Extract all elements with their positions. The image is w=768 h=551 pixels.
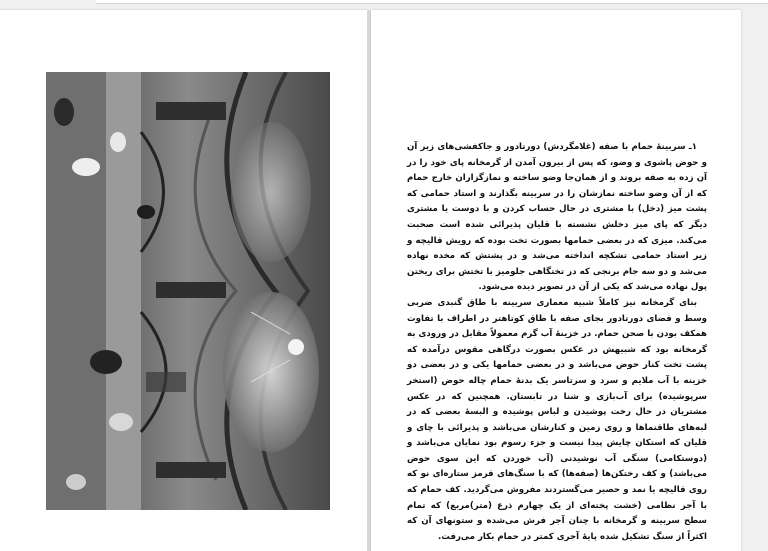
- body-text: [407, 140, 707, 545]
- paragraph: بنای گرمخانه نیز کاملاً شبیه معماری سربینه با طاق گنبدی ضربی وسط و فضای دورتادور بجای صفه با طاق کوتاهتر در اطراف با تفاوت همکف بودن با صحن حمام. در خزینهٔ آب گرم معمولاً مقابل در ورودی به گرمخانه بود که شبیهش در عکس بصورت درگاهی مقوس درآمده که پشت تخت کنار حوض می‌باشد و در بعضی حمامها یکی و در بعضی دو خزینه با آب ملایم و سرد و سرتاسر یک بدنهٔ حمام چاله حوض (استخر سرپوشیده) برای آب‌بازی و شنا در تابستان. همچنین که در عکس مشتریان در حال رخت پوشیدن و لباس پوشیده و البسهٔ بعضی که در لبه‌های طاقنماها و روی زمین و کنارشان می‌باشد و پذیرائی با چای و قلیان که استکان چایش پیدا نیست و جزء رسوم بود نمایان می‌باشد و (دوستکامی) سنگی آب نوشیدنی (آب خوردن که این سوی حوض می‌باشد) و کف رختکن‌ها (صفه‌ها) که با سنگ‌های قرمز ستاره‌ای نو که روی قالیچه یا نمد و حصیر می‌گستردند مفروش می‌گردید. کف حمام که با آجر نظامی (خشت پخته‌ای از یک چهارم ذرع (متر)مربع) که تمام سطح سربینه و گرمخانه با چنان آجر فرش می‌شده و ستونهای آن که اکثراً از سنگ تشکیل شده پایهٔ آجری کمتر در حمام بکار می‌رفت.: [407, 297, 707, 542]
- top-toolbar-strip: [96, 0, 768, 4]
- right-page: [371, 10, 741, 551]
- bathhouse-photo: [46, 72, 330, 510]
- paragraph: ۱ـ سربینهٔ حمام با صفه (غلامگردش) دورتادور و جاکفشی‌های زیر آن و حوض پاشوی و وضو، که پس از بیرون آمدن از گرمخانه پای خود را در آن زده به صفه بروند و از همان‌جا وضو ساخته و نمازگزاران خارج حمام که از آن وضو ساخته نمازشان را در سربینه بگذارند و استاد حمامی که پشت میز (دخل) با مشتری در حال حساب کردن و با دوست یا مشتری دیگر که پای میز دخلش نشسته با قلیان پذیرائی شده است صحبت می‌کند. میزی که در بعضی حمامها بصورت تخت بوده که رویش قالیچه و زیر استاد حمامی تشکچه انداخته می‌شد و در پشتش که مخده نهاده می‌شد و دو سه جام برنجی که در تختگاهی جلومیز با تختش برای ریختن پول نهاده می‌شد که یکی از آن در تصویر دیده می‌شود.: [407, 142, 707, 293]
- left-page: [0, 10, 367, 551]
